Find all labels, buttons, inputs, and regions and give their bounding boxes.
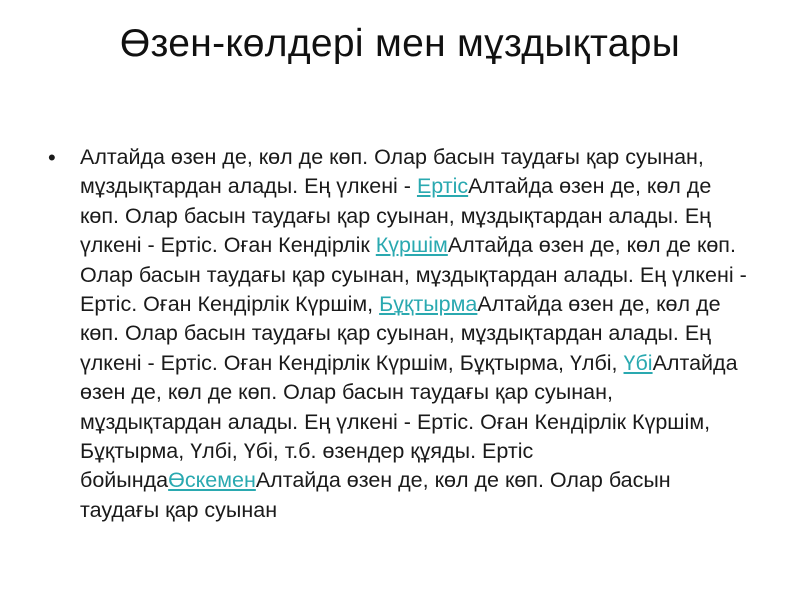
link-ubi[interactable]: Үбі — [623, 350, 653, 375]
text-segment: Алтайда өзен де, көл де көп. Олар басын таудағы қар суынан, мұздықтардан алады. Ең үлкені - — [80, 145, 704, 199]
bullet-item — [48, 143, 748, 525]
text-segment: Алтайда өзен де, көл де көп. Олар басын таудағы қар суынан, мұздықтардан алады. Ең үлкені - Ертіс. Оған Кендірлік Күршім, Бұқтырма, Үлбі, Үбі, т.б. өзендер құяды. Ертіс бойында — [80, 350, 738, 493]
link-kurshim[interactable]: Күршім — [375, 233, 448, 258]
link-buktyrma[interactable]: Бұқтырма — [379, 292, 478, 317]
paragraph-text — [80, 145, 747, 522]
text-segment: Алтайда өзен де, көл де көп. Олар басын таудағы қар суынан, мұздықтардан алады. Ең үлкені - Ертіс. Оған Кендірлік Күршім, — [80, 233, 747, 317]
text-segment: Алтайда өзен де, көл де көп. Олар басын таудағы қар суынан, мұздықтардан алады. Ең үлкені - Ертіс. Оған Кендірлік Күршім, Бұқтырма, Үлбі, — [80, 292, 721, 375]
text-segment: Алтайда өзен де, көл де көп. Олар басын таудағы қар суынан — [80, 468, 671, 522]
text-segment: Алтайда өзен де, көл де көп. Олар басын таудағы қар суынан, мұздықтардан алады. Ең үлкені - Ертіс. Оған Кендірлік — [80, 174, 712, 258]
link-ertis[interactable]: Ертіс — [416, 174, 469, 199]
bullet-icon: • — [48, 145, 56, 170]
link-oskemen[interactable]: Өскемен — [168, 468, 256, 493]
slide-content — [48, 143, 748, 600]
slide-title: Өзен-көлдері мен мұздықтары — [119, 22, 681, 65]
